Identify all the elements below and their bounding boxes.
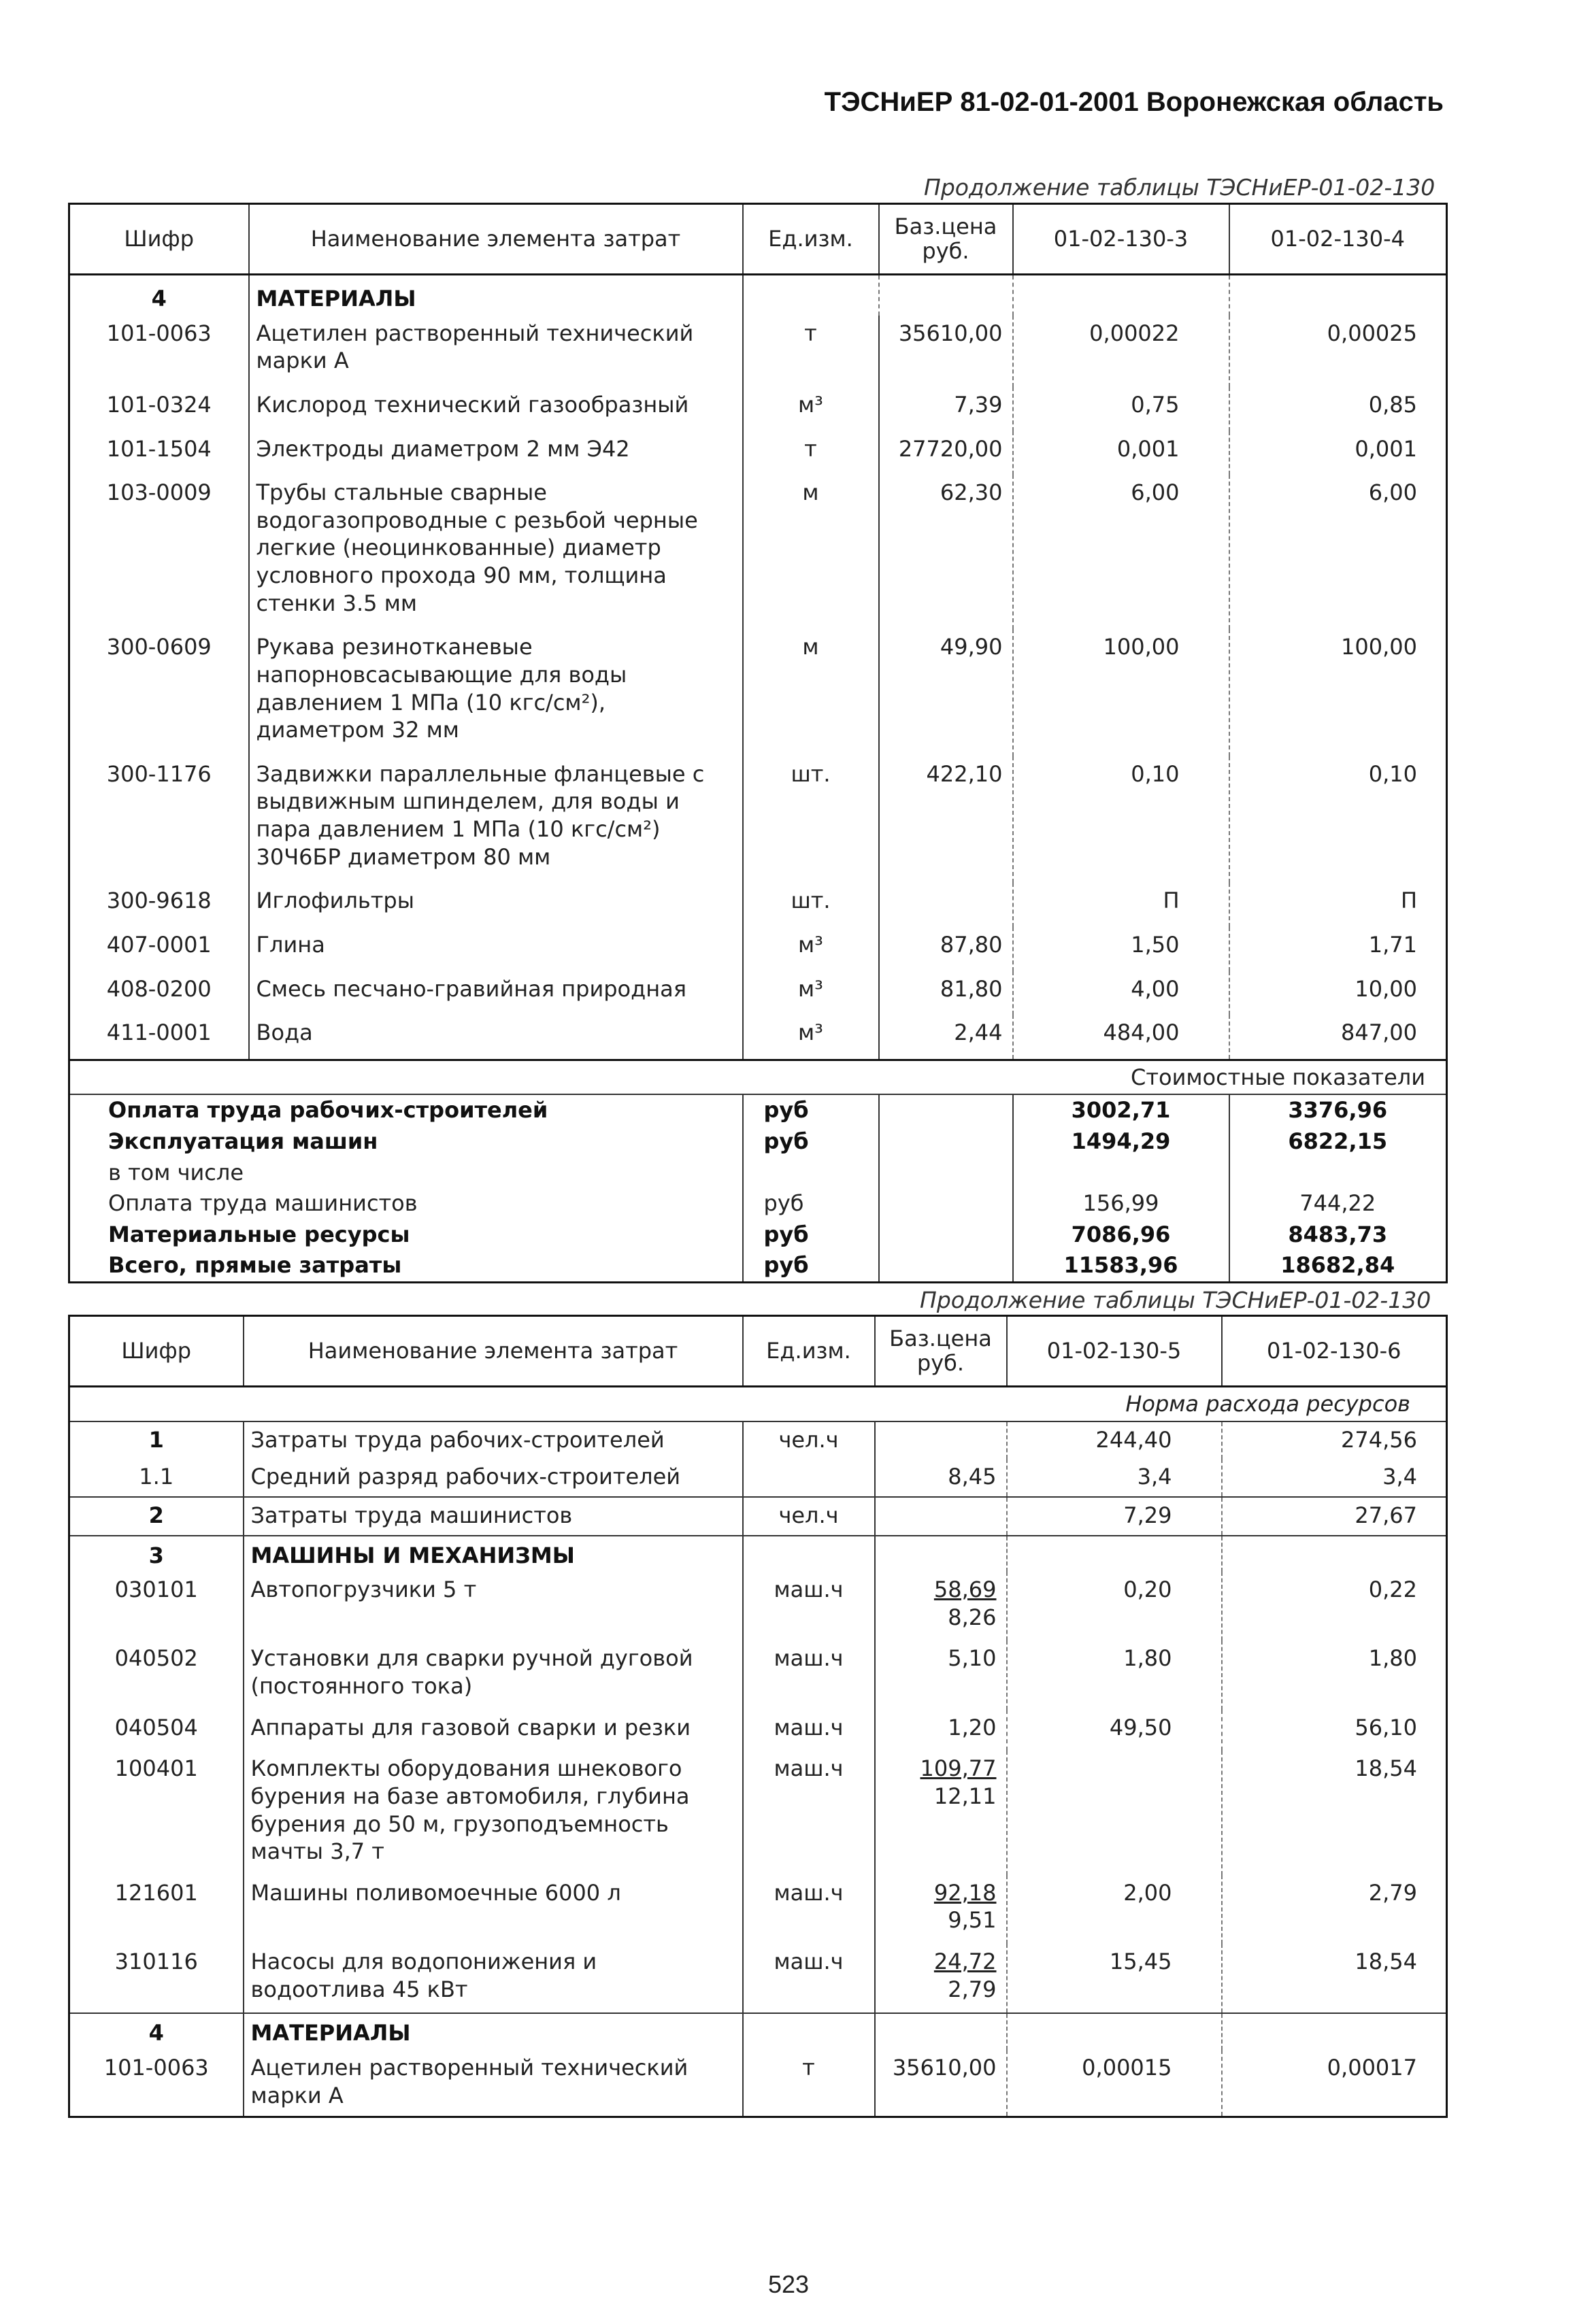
col-price-header: Баз.цена руб.	[879, 204, 1013, 275]
row-value-1: 6,00	[1013, 475, 1229, 629]
row-value-2: 0,00025	[1229, 316, 1447, 387]
table-row	[69, 431, 1447, 475]
row-name: Смесь песчано-гравийная природная	[249, 971, 743, 1015]
row-name: Средний разряд рабочих-строителей	[244, 1459, 743, 1497]
row-value-2: 0,10	[1229, 756, 1447, 883]
section-row-machines	[69, 1536, 1447, 1572]
row-value-1: 0,001	[1013, 431, 1229, 475]
row-name: Ацетилен растворенный технический марки А	[249, 316, 743, 387]
price-value: 1,20	[948, 1714, 997, 1740]
row-price	[875, 1572, 1007, 1640]
table-row	[69, 756, 1447, 883]
row-code: 2	[69, 1497, 244, 1536]
section-row-materials	[69, 2013, 1447, 2050]
col-code-header: Шифр	[69, 204, 249, 275]
cost-row-total	[69, 1250, 1447, 1282]
row-unit: т	[743, 431, 879, 475]
row-unit: маш.ч	[743, 1751, 875, 1875]
row-price	[875, 2050, 1007, 2117]
price-value: 8,45	[948, 1464, 997, 1490]
cost-value: 7086,96	[1013, 1219, 1229, 1251]
row-value-2: 847,00	[1229, 1015, 1447, 1060]
row-price	[879, 927, 1013, 971]
price-value: 24,72	[933, 1949, 997, 1974]
price-value: 7,39	[954, 391, 1003, 418]
row-value-1	[1007, 1751, 1222, 1875]
row-value-1: 49,50	[1007, 1710, 1222, 1751]
table1-header-row	[69, 204, 1447, 275]
row-name: Установки для сварки ручной дуговой (постоянного тока)	[244, 1640, 743, 1709]
row-price	[879, 431, 1013, 475]
row-price	[875, 1640, 1007, 1709]
row-price	[879, 1015, 1013, 1060]
price-value: 81,80	[940, 975, 1003, 1002]
row-price	[875, 1751, 1007, 1875]
row-code: 411-0001	[106, 1020, 212, 1046]
row-unit: чел.ч	[743, 1497, 875, 1536]
row-unit: маш.ч	[743, 1640, 875, 1709]
col-code-header: Шифр	[69, 1316, 244, 1387]
row-code: 101-0324	[106, 391, 212, 418]
table-row	[69, 1421, 1447, 1460]
section-name: МАТЕРИАЛЫ	[249, 275, 743, 316]
row-value-1: 0,00015	[1007, 2050, 1222, 2117]
col-v1-header: 01-02-130-5	[1007, 1316, 1222, 1387]
row-name: Затраты труда рабочих-строителей	[244, 1421, 743, 1460]
col-name-header: Наименование элемента затрат	[244, 1316, 743, 1387]
row-unit: м³	[743, 387, 879, 431]
row-unit: м	[743, 629, 879, 756]
row-name: Глина	[249, 927, 743, 971]
row-code: 300-9618	[106, 888, 212, 914]
row-code: 121601	[114, 1879, 198, 1906]
row-unit: маш.ч	[743, 1572, 875, 1640]
table-row	[69, 1944, 1447, 2013]
price-operator-value: 9,51	[948, 1907, 997, 1934]
row-price	[879, 475, 1013, 629]
row-code: 103-0009	[106, 479, 212, 506]
row-price	[875, 1944, 1007, 2013]
row-code: 1	[148, 1426, 164, 1453]
cost-label: Материальные ресурсы	[108, 1221, 410, 1247]
table-row	[69, 1640, 1447, 1709]
cost-value: 11583,96	[1013, 1250, 1229, 1282]
row-value-2: 0,22	[1222, 1572, 1447, 1640]
row-name: Затраты труда машинистов	[244, 1497, 743, 1536]
page-number: 523	[767, 2270, 810, 2298]
cost-label: в том числе	[108, 1159, 244, 1185]
row-name: Кислород технический газообразный	[249, 387, 743, 431]
col-v2-header: 01-02-130-6	[1222, 1316, 1447, 1387]
table2-materials-body	[69, 2050, 1447, 2117]
row-code: 300-0609	[106, 634, 212, 660]
row-value-2: 56,10	[1222, 1710, 1447, 1751]
table2	[68, 1315, 1448, 2118]
table2-header-row	[69, 1316, 1447, 1387]
row-unit: м	[743, 475, 879, 629]
table-row	[69, 927, 1447, 971]
page-header-title: ТЭСНиЕР 81-02-01-2001 Воронежская область	[824, 87, 1444, 117]
row-code: 040502	[114, 1645, 198, 1672]
row-price	[879, 316, 1013, 387]
norm-caption: Норма расхода ресурсов	[69, 1387, 1447, 1421]
row-value-1: 7,29	[1007, 1497, 1222, 1536]
row-code: 310116	[114, 1949, 198, 1974]
row-value-2: П	[1229, 883, 1447, 927]
section-name: МАТЕРИАЛЫ	[244, 2013, 743, 2050]
cost-caption-row	[69, 1060, 1447, 1094]
table-row	[69, 1710, 1447, 1751]
row-price	[879, 971, 1013, 1015]
row-price	[875, 1459, 1007, 1497]
table-row	[69, 475, 1447, 629]
row-code: 030101	[114, 1577, 198, 1603]
table-row	[69, 1015, 1447, 1060]
price-value: 109,77	[920, 1755, 997, 1782]
section-code: 4	[69, 2013, 244, 2050]
norm-caption-row	[69, 1387, 1447, 1421]
table-row	[69, 316, 1447, 387]
cost-row-including	[69, 1158, 1447, 1189]
cost-unit: руб	[743, 1219, 879, 1251]
row-name: Насосы для водопонижения и водоотлива 45 кВт	[244, 1944, 743, 2013]
row-code: 040504	[114, 1714, 198, 1740]
row-name: Ацетилен растворенный технический марки А	[244, 2050, 743, 2117]
row-value-2: 18,54	[1222, 1751, 1447, 1875]
row-unit: маш.ч	[743, 1944, 875, 2013]
price-operator-value: 12,11	[933, 1783, 997, 1809]
price-operator-value: 2,79	[948, 1976, 997, 2002]
row-name: Рукава резинотканевые напорновсасывающие для воды давлением 1 МПа (10 кгс/см²), диаметром 32 мм	[249, 629, 743, 756]
cost-label: Оплата труда машинистов	[108, 1190, 418, 1217]
cost-value: 3376,96	[1229, 1094, 1447, 1126]
section-code: 4	[151, 286, 167, 311]
table-row	[69, 1875, 1447, 1944]
row-unit: чел.ч	[743, 1421, 875, 1460]
row-price	[875, 1497, 1007, 1536]
row-value-2: 0,00017	[1222, 2050, 1447, 2117]
row-unit: т	[743, 316, 879, 387]
cost-value: 744,22	[1229, 1188, 1447, 1219]
cost-label: Оплата труда рабочих-строителей	[108, 1097, 548, 1124]
cost-value: 156,99	[1013, 1188, 1229, 1219]
row-value-2: 100,00	[1229, 629, 1447, 756]
row-value-2: 0,001	[1229, 431, 1447, 475]
cost-label: Всего, прямые затраты	[108, 1252, 402, 1279]
section-row-materials	[69, 275, 1447, 316]
row-value-1: 100,00	[1013, 629, 1229, 756]
price-value: 35610,00	[898, 320, 1003, 346]
table-row	[69, 971, 1447, 1015]
row-value-1: 4,00	[1013, 971, 1229, 1015]
row-unit	[743, 1459, 875, 1497]
cost-row-labor	[69, 1094, 1447, 1126]
row-value-1: 1,80	[1007, 1640, 1222, 1709]
table1-body	[69, 316, 1447, 1060]
table1-caption: Продолжение таблицы ТЭСНиЕР-01-02-130	[924, 174, 1435, 201]
row-name: Вода	[249, 1015, 743, 1060]
col-v2-header: 01-02-130-4	[1229, 204, 1447, 275]
table1	[68, 203, 1448, 1283]
row-unit: маш.ч	[743, 1710, 875, 1751]
price-value: 35610,00	[892, 2054, 997, 2081]
row-value-2: 3,4	[1222, 1459, 1447, 1497]
row-code: 407-0001	[106, 931, 212, 958]
row-value-2: 27,67	[1222, 1497, 1447, 1536]
price-value: 62,30	[940, 479, 1003, 506]
row-unit: м³	[743, 927, 879, 971]
row-name: Автопогрузчики 5 т	[244, 1572, 743, 1640]
row-value-2: 6,00	[1229, 475, 1447, 629]
row-unit: т	[743, 2050, 875, 2117]
cost-row-materials	[69, 1219, 1447, 1251]
col-name-header: Наименование элемента затрат	[249, 204, 743, 275]
price-value: 5,10	[948, 1645, 997, 1672]
row-unit: м³	[743, 1015, 879, 1060]
cost-row-machines	[69, 1126, 1447, 1158]
row-price	[879, 883, 1013, 927]
row-unit: шт.	[743, 883, 879, 927]
price-value: 27720,00	[898, 435, 1003, 462]
table2-labor-body	[69, 1421, 1447, 1536]
row-code: 408-0200	[106, 975, 212, 1002]
row-value-1: 15,45	[1007, 1944, 1222, 2013]
table-row	[69, 2050, 1447, 2117]
row-price	[879, 756, 1013, 883]
row-value-1: 0,00022	[1013, 316, 1229, 387]
row-unit: м³	[743, 971, 879, 1015]
row-value-1: 0,10	[1013, 756, 1229, 883]
cost-unit: руб	[743, 1188, 879, 1219]
cost-unit: руб	[743, 1250, 879, 1282]
row-value-2: 10,00	[1229, 971, 1447, 1015]
row-value-2: 274,56	[1222, 1421, 1447, 1460]
row-code: 101-0063	[106, 320, 212, 346]
row-code: 101-1504	[106, 435, 212, 462]
table2-machines-body	[69, 1572, 1447, 2013]
row-price	[875, 1710, 1007, 1751]
cost-unit: руб	[743, 1094, 879, 1126]
row-value-2: 18,54	[1222, 1944, 1447, 2013]
col-unit-header: Ед.изм.	[743, 204, 879, 275]
row-name: Электроды диаметром 2 мм Э42	[249, 431, 743, 475]
table-row	[69, 1459, 1447, 1497]
row-name: Задвижки параллельные фланцевые с выдвижным шпинделем, для воды и пара давлением 1 МПа (10 кгс/см²) 30Ч6БР диаметром 80 мм	[249, 756, 743, 883]
section-name: МАШИНЫ И МЕХАНИЗМЫ	[244, 1536, 743, 1572]
row-price	[875, 1875, 1007, 1944]
row-name: Иглофильтры	[249, 883, 743, 927]
cost-label: Эксплуатация машин	[108, 1128, 378, 1154]
row-value-2: 1,80	[1222, 1640, 1447, 1709]
col-v1-header: 01-02-130-3	[1013, 204, 1229, 275]
table-row	[69, 629, 1447, 756]
row-value-1: 3,4	[1007, 1459, 1222, 1497]
row-unit: шт.	[743, 756, 879, 883]
price-operator-value: 8,26	[948, 1604, 997, 1630]
cost-value: 3002,71	[1013, 1094, 1229, 1126]
cost-value: 18682,84	[1229, 1250, 1447, 1282]
table2-caption: Продолжение таблицы ТЭСНиЕР-01-02-130	[920, 1287, 1431, 1313]
cost-value: 6822,15	[1229, 1126, 1447, 1158]
row-value-1: 1,50	[1013, 927, 1229, 971]
cost-value: 8483,73	[1229, 1219, 1447, 1251]
row-unit: маш.ч	[743, 1875, 875, 1944]
price-value: 49,90	[940, 634, 1003, 660]
row-value-2: 1,71	[1229, 927, 1447, 971]
table-row	[69, 1497, 1447, 1536]
row-value-1: 244,40	[1007, 1421, 1222, 1460]
row-name: Машины поливомоечные 6000 л	[244, 1875, 743, 1944]
row-value-1: 2,00	[1007, 1875, 1222, 1944]
table-row	[69, 883, 1447, 927]
row-price	[879, 629, 1013, 756]
row-code: 300-1176	[106, 760, 212, 787]
table-row	[69, 1572, 1447, 1640]
price-value: 2,44	[954, 1020, 1003, 1046]
row-value-1: 484,00	[1013, 1015, 1229, 1060]
row-value-1: 0,75	[1013, 387, 1229, 431]
table-row	[69, 1751, 1447, 1875]
row-value-1: 0,20	[1007, 1572, 1222, 1640]
cost-value: 1494,29	[1013, 1126, 1229, 1158]
row-name: Комплекты оборудования шнекового бурения на базе автомобиля, глубина бурения до 50 м, грузоподъемность мачты 3,7 т	[244, 1751, 743, 1875]
row-name: Трубы стальные сварные водогазопроводные с резьбой черные легкие (неоцинкованные) диаметр условного прохода 90 мм, толщина стенки 3.5 мм	[249, 475, 743, 629]
price-value: 58,69	[933, 1577, 997, 1603]
row-value-2: 2,79	[1222, 1875, 1447, 1944]
cost-unit: руб	[743, 1126, 879, 1158]
price-value: 92,18	[933, 1879, 997, 1906]
table-row	[69, 387, 1447, 431]
price-value: 422,10	[926, 760, 1003, 787]
price-value: 87,80	[940, 931, 1003, 958]
row-code: 101-0063	[103, 2054, 209, 2081]
cost-row-operators	[69, 1188, 1447, 1219]
row-price	[879, 387, 1013, 431]
row-value-1: П	[1013, 883, 1229, 927]
cost-caption: Стоимостные показатели	[69, 1060, 1447, 1094]
col-unit-header: Ед.изм.	[743, 1316, 875, 1387]
row-code: 100401	[114, 1755, 198, 1782]
row-price	[875, 1421, 1007, 1460]
row-code: 1.1	[139, 1464, 174, 1490]
section-code: 3	[69, 1536, 244, 1572]
row-value-2: 0,85	[1229, 387, 1447, 431]
row-name: Аппараты для газовой сварки и резки	[244, 1710, 743, 1751]
col-price-header: Баз.цена руб.	[875, 1316, 1007, 1387]
